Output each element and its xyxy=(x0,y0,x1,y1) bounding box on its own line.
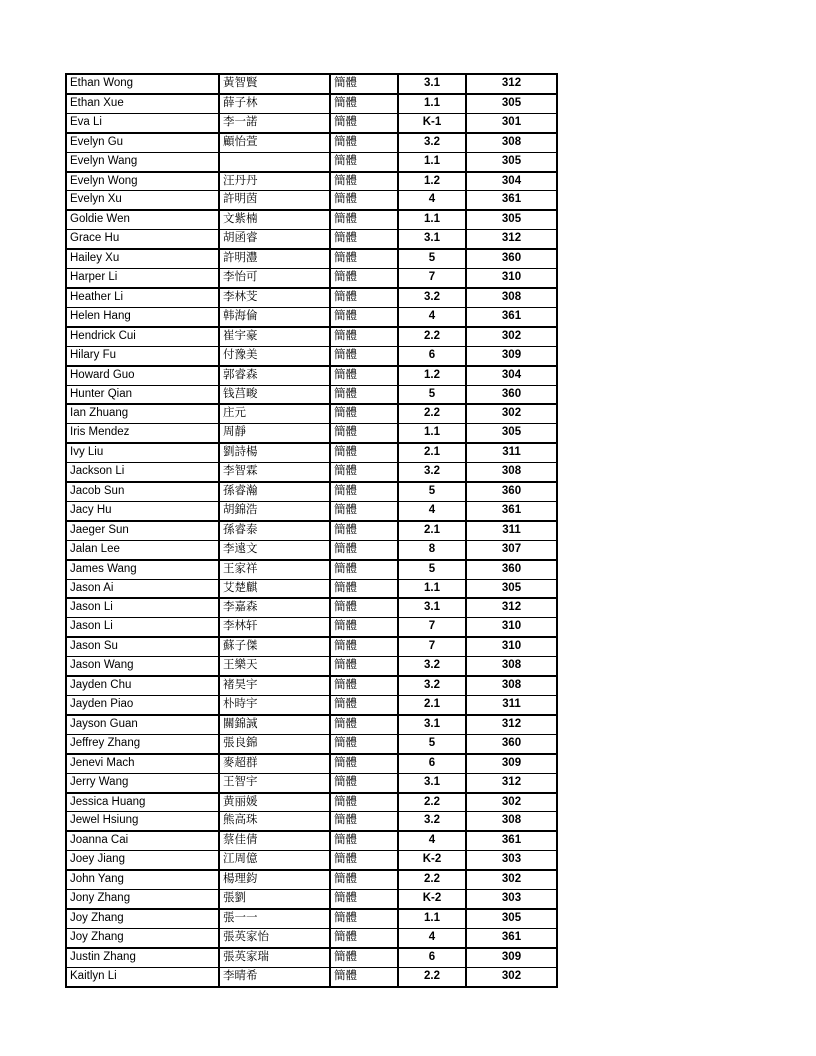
cell-english-name: Jason Li xyxy=(66,618,219,637)
cell-english-name: Hunter Qian xyxy=(66,385,219,404)
table-row xyxy=(66,948,557,967)
cell-script-type: 簡體 xyxy=(330,385,398,404)
cell-class-level: 7 xyxy=(398,637,466,656)
cell-class-level: 8 xyxy=(398,540,466,559)
cell-class-level: 5 xyxy=(398,385,466,404)
cell-script-type: 簡體 xyxy=(330,191,398,210)
cell-room-number: 310 xyxy=(466,269,557,288)
cell-class-level: 3.2 xyxy=(398,676,466,695)
cell-script-type: 簡體 xyxy=(330,909,398,928)
table-row xyxy=(66,579,557,598)
cell-script-type: 簡體 xyxy=(330,579,398,598)
cell-chinese-name: 楊理鈞 xyxy=(219,870,330,889)
cell-chinese-name: 李晴希 xyxy=(219,967,330,986)
cell-english-name: Jalan Lee xyxy=(66,540,219,559)
cell-chinese-name: 艾楚麒 xyxy=(219,579,330,598)
cell-script-type: 簡體 xyxy=(330,113,398,132)
cell-script-type: 簡體 xyxy=(330,327,398,346)
table-row xyxy=(66,346,557,365)
table-body xyxy=(66,74,557,987)
table-row xyxy=(66,172,557,191)
cell-chinese-name: 張一一 xyxy=(219,909,330,928)
cell-class-level: 4 xyxy=(398,501,466,520)
cell-english-name: Jason Su xyxy=(66,637,219,656)
cell-script-type: 簡體 xyxy=(330,249,398,268)
cell-script-type: 簡體 xyxy=(330,637,398,656)
cell-chinese-name: 韩海倫 xyxy=(219,307,330,326)
table-row xyxy=(66,560,557,579)
table-row xyxy=(66,909,557,928)
cell-room-number: 309 xyxy=(466,346,557,365)
cell-english-name: Joy Zhang xyxy=(66,909,219,928)
cell-chinese-name: 郭睿森 xyxy=(219,366,330,385)
table-row xyxy=(66,754,557,773)
table-row xyxy=(66,851,557,870)
cell-class-level: 6 xyxy=(398,754,466,773)
cell-english-name: Jenevi Mach xyxy=(66,754,219,773)
cell-room-number: 307 xyxy=(466,540,557,559)
cell-chinese-name: 王智宇 xyxy=(219,773,330,792)
cell-room-number: 361 xyxy=(466,831,557,850)
cell-room-number: 361 xyxy=(466,191,557,210)
cell-chinese-name: 李林芠 xyxy=(219,288,330,307)
cell-script-type: 簡體 xyxy=(330,540,398,559)
cell-class-level: 3.2 xyxy=(398,812,466,831)
cell-script-type: 簡體 xyxy=(330,696,398,715)
table-row xyxy=(66,74,557,94)
cell-chinese-name: 李智霖 xyxy=(219,463,330,482)
cell-script-type: 簡體 xyxy=(330,288,398,307)
table-row xyxy=(66,269,557,288)
cell-room-number: 360 xyxy=(466,482,557,501)
cell-english-name: Jason Wang xyxy=(66,657,219,676)
cell-english-name: Grace Hu xyxy=(66,230,219,249)
cell-english-name: John Yang xyxy=(66,870,219,889)
cell-chinese-name: 孫睿泰 xyxy=(219,521,330,540)
cell-class-level: 2.2 xyxy=(398,870,466,889)
cell-script-type: 簡體 xyxy=(330,404,398,423)
cell-script-type: 簡體 xyxy=(330,967,398,986)
cell-room-number: 311 xyxy=(466,521,557,540)
cell-class-level: 2.2 xyxy=(398,327,466,346)
table-row xyxy=(66,249,557,268)
cell-chinese-name: 褚昊宇 xyxy=(219,676,330,695)
cell-script-type: 簡體 xyxy=(330,890,398,909)
cell-english-name: Evelyn Wong xyxy=(66,172,219,191)
cell-room-number: 361 xyxy=(466,501,557,520)
cell-class-level: 3.1 xyxy=(398,715,466,734)
cell-chinese-name: 胡錦浩 xyxy=(219,501,330,520)
cell-room-number: 312 xyxy=(466,74,557,94)
cell-english-name: Heather Li xyxy=(66,288,219,307)
cell-class-level: 2.1 xyxy=(398,521,466,540)
cell-class-level: 6 xyxy=(398,346,466,365)
cell-room-number: 304 xyxy=(466,366,557,385)
table-row xyxy=(66,657,557,676)
table-row xyxy=(66,501,557,520)
cell-script-type: 簡體 xyxy=(330,463,398,482)
table-row xyxy=(66,443,557,462)
cell-class-level: 2.2 xyxy=(398,967,466,986)
table-row xyxy=(66,967,557,986)
cell-english-name: James Wang xyxy=(66,560,219,579)
cell-script-type: 簡體 xyxy=(330,482,398,501)
table-row xyxy=(66,734,557,753)
cell-chinese-name: 蘇子傑 xyxy=(219,637,330,656)
cell-class-level: 3.1 xyxy=(398,230,466,249)
cell-chinese-name: 李一諾 xyxy=(219,113,330,132)
cell-room-number: 312 xyxy=(466,230,557,249)
table-row xyxy=(66,637,557,656)
cell-room-number: 312 xyxy=(466,598,557,617)
student-roster-table xyxy=(65,73,558,988)
cell-class-level: K-2 xyxy=(398,890,466,909)
cell-room-number: 308 xyxy=(466,463,557,482)
cell-chinese-name: 張良錦 xyxy=(219,734,330,753)
table-row xyxy=(66,793,557,812)
cell-chinese-name: 李嘉森 xyxy=(219,598,330,617)
cell-class-level: 1.1 xyxy=(398,94,466,113)
cell-room-number: 305 xyxy=(466,210,557,229)
cell-room-number: 309 xyxy=(466,754,557,773)
cell-script-type: 簡體 xyxy=(330,948,398,967)
cell-chinese-name: 汪丹丹 xyxy=(219,172,330,191)
cell-english-name: Justin Zhang xyxy=(66,948,219,967)
cell-english-name: Kaitlyn Li xyxy=(66,967,219,986)
cell-room-number: 302 xyxy=(466,793,557,812)
cell-room-number: 312 xyxy=(466,715,557,734)
cell-class-level: 4 xyxy=(398,191,466,210)
spreadsheet-printout xyxy=(65,73,558,988)
cell-script-type: 簡體 xyxy=(330,928,398,947)
cell-class-level: 1.1 xyxy=(398,909,466,928)
cell-english-name: Ethan Wong xyxy=(66,74,219,94)
cell-chinese-name: 劉詩楊 xyxy=(219,443,330,462)
cell-script-type: 簡體 xyxy=(330,366,398,385)
cell-english-name: Jewel Hsiung xyxy=(66,812,219,831)
cell-class-level: 2.1 xyxy=(398,443,466,462)
cell-english-name: Jerry Wang xyxy=(66,773,219,792)
table-row xyxy=(66,928,557,947)
cell-chinese-name: 文紫楠 xyxy=(219,210,330,229)
cell-script-type: 簡體 xyxy=(330,754,398,773)
table-row xyxy=(66,773,557,792)
table-row xyxy=(66,133,557,152)
cell-script-type: 簡體 xyxy=(330,851,398,870)
cell-script-type: 簡體 xyxy=(330,346,398,365)
cell-room-number: 360 xyxy=(466,385,557,404)
cell-english-name: Ethan Xue xyxy=(66,94,219,113)
cell-english-name: Howard Guo xyxy=(66,366,219,385)
cell-class-level: 5 xyxy=(398,734,466,753)
table-row xyxy=(66,870,557,889)
cell-chinese-name: 王樂天 xyxy=(219,657,330,676)
cell-class-level: 7 xyxy=(398,618,466,637)
cell-script-type: 簡體 xyxy=(330,210,398,229)
cell-chinese-name: 張英家瑞 xyxy=(219,948,330,967)
cell-class-level: 5 xyxy=(398,560,466,579)
cell-room-number: 308 xyxy=(466,812,557,831)
cell-english-name: Joy Zhang xyxy=(66,928,219,947)
cell-chinese-name: 張劉 xyxy=(219,890,330,909)
cell-room-number: 308 xyxy=(466,133,557,152)
cell-script-type: 簡體 xyxy=(330,443,398,462)
table-row xyxy=(66,230,557,249)
cell-class-level: 3.1 xyxy=(398,74,466,94)
cell-script-type: 簡體 xyxy=(330,94,398,113)
cell-script-type: 簡體 xyxy=(330,521,398,540)
table-row xyxy=(66,152,557,171)
cell-room-number: 310 xyxy=(466,637,557,656)
cell-chinese-name: 熊高珠 xyxy=(219,812,330,831)
cell-english-name: Harper Li xyxy=(66,269,219,288)
cell-room-number: 302 xyxy=(466,327,557,346)
cell-script-type: 簡體 xyxy=(330,424,398,443)
cell-class-level: 1.2 xyxy=(398,366,466,385)
cell-chinese-name: 關錦誠 xyxy=(219,715,330,734)
cell-script-type: 簡體 xyxy=(330,676,398,695)
cell-english-name: Jason Li xyxy=(66,598,219,617)
cell-script-type: 簡體 xyxy=(330,793,398,812)
cell-room-number: 305 xyxy=(466,579,557,598)
table-row xyxy=(66,463,557,482)
table-row xyxy=(66,696,557,715)
cell-chinese-name: 薛子林 xyxy=(219,94,330,113)
cell-room-number: 305 xyxy=(466,909,557,928)
cell-english-name: Ian Zhuang xyxy=(66,404,219,423)
cell-english-name: Ivy Liu xyxy=(66,443,219,462)
cell-script-type: 簡體 xyxy=(330,74,398,94)
cell-script-type: 簡體 xyxy=(330,870,398,889)
cell-room-number: 361 xyxy=(466,928,557,947)
cell-room-number: 305 xyxy=(466,424,557,443)
cell-script-type: 簡體 xyxy=(330,172,398,191)
cell-room-number: 301 xyxy=(466,113,557,132)
cell-chinese-name: 黃智賢 xyxy=(219,74,330,94)
cell-english-name: Jessica Huang xyxy=(66,793,219,812)
cell-chinese-name: 許明灃 xyxy=(219,249,330,268)
table-row xyxy=(66,831,557,850)
cell-room-number: 308 xyxy=(466,288,557,307)
cell-script-type: 簡體 xyxy=(330,230,398,249)
cell-chinese-name: 孫睿瀚 xyxy=(219,482,330,501)
table-row xyxy=(66,307,557,326)
cell-room-number: 360 xyxy=(466,560,557,579)
cell-english-name: Jason Ai xyxy=(66,579,219,598)
table-row xyxy=(66,482,557,501)
cell-english-name: Jackson Li xyxy=(66,463,219,482)
cell-english-name: Jaeger Sun xyxy=(66,521,219,540)
cell-chinese-name: 蔡佳倩 xyxy=(219,831,330,850)
cell-class-level: 6 xyxy=(398,948,466,967)
cell-script-type: 簡體 xyxy=(330,734,398,753)
cell-class-level: 4 xyxy=(398,831,466,850)
table-row xyxy=(66,191,557,210)
cell-class-level: K-1 xyxy=(398,113,466,132)
cell-script-type: 簡體 xyxy=(330,560,398,579)
cell-chinese-name: 張英家怡 xyxy=(219,928,330,947)
cell-english-name: Joey Jiang xyxy=(66,851,219,870)
cell-chinese-name: 周靜 xyxy=(219,424,330,443)
table-row xyxy=(66,715,557,734)
table-row xyxy=(66,521,557,540)
cell-chinese-name: 顧怡萱 xyxy=(219,133,330,152)
table-row xyxy=(66,812,557,831)
cell-chinese-name: 庄元 xyxy=(219,404,330,423)
cell-class-level: 3.2 xyxy=(398,288,466,307)
cell-room-number: 305 xyxy=(466,152,557,171)
cell-room-number: 311 xyxy=(466,696,557,715)
cell-script-type: 簡體 xyxy=(330,307,398,326)
cell-script-type: 簡體 xyxy=(330,831,398,850)
cell-room-number: 302 xyxy=(466,870,557,889)
cell-chinese-name: 钱莒畯 xyxy=(219,385,330,404)
cell-chinese-name: 李遠文 xyxy=(219,540,330,559)
cell-room-number: 312 xyxy=(466,773,557,792)
cell-english-name: Joanna Cai xyxy=(66,831,219,850)
cell-class-level: 7 xyxy=(398,269,466,288)
cell-script-type: 簡體 xyxy=(330,715,398,734)
cell-class-level: 3.1 xyxy=(398,598,466,617)
table-row xyxy=(66,618,557,637)
cell-class-level: 3.2 xyxy=(398,463,466,482)
cell-class-level: 1.1 xyxy=(398,210,466,229)
cell-room-number: 311 xyxy=(466,443,557,462)
cell-room-number: 304 xyxy=(466,172,557,191)
table-row xyxy=(66,113,557,132)
cell-english-name: Jacob Sun xyxy=(66,482,219,501)
cell-room-number: 309 xyxy=(466,948,557,967)
table-row xyxy=(66,385,557,404)
table-row xyxy=(66,598,557,617)
cell-english-name: Jony Zhang xyxy=(66,890,219,909)
cell-english-name: Hendrick Cui xyxy=(66,327,219,346)
cell-english-name: Eva Li xyxy=(66,113,219,132)
cell-class-level: 2.1 xyxy=(398,696,466,715)
cell-english-name: Hilary Fu xyxy=(66,346,219,365)
table-row xyxy=(66,424,557,443)
cell-class-level: 1.2 xyxy=(398,172,466,191)
cell-chinese-name: 李林轩 xyxy=(219,618,330,637)
cell-room-number: 308 xyxy=(466,676,557,695)
cell-class-level: 3.2 xyxy=(398,133,466,152)
cell-room-number: 302 xyxy=(466,404,557,423)
cell-room-number: 303 xyxy=(466,851,557,870)
cell-chinese-name: 江周億 xyxy=(219,851,330,870)
cell-script-type: 簡體 xyxy=(330,501,398,520)
cell-english-name: Iris Mendez xyxy=(66,424,219,443)
cell-script-type: 簡體 xyxy=(330,269,398,288)
cell-english-name: Hailey Xu xyxy=(66,249,219,268)
cell-class-level: 1.1 xyxy=(398,424,466,443)
cell-chinese-name: 黄丽媛 xyxy=(219,793,330,812)
cell-script-type: 簡體 xyxy=(330,133,398,152)
table-row xyxy=(66,540,557,559)
table-row xyxy=(66,327,557,346)
cell-english-name: Helen Hang xyxy=(66,307,219,326)
cell-class-level: 4 xyxy=(398,928,466,947)
cell-english-name: Jayden Chu xyxy=(66,676,219,695)
cell-script-type: 簡體 xyxy=(330,598,398,617)
cell-chinese-name: 胡函睿 xyxy=(219,230,330,249)
cell-room-number: 360 xyxy=(466,734,557,753)
cell-class-level: 5 xyxy=(398,249,466,268)
table-row xyxy=(66,676,557,695)
cell-chinese-name: 付豫美 xyxy=(219,346,330,365)
cell-class-level: 3.2 xyxy=(398,657,466,676)
cell-chinese-name: 麥超群 xyxy=(219,754,330,773)
cell-chinese-name: 許明茵 xyxy=(219,191,330,210)
cell-room-number: 308 xyxy=(466,657,557,676)
cell-english-name: Evelyn Xu xyxy=(66,191,219,210)
cell-script-type: 簡體 xyxy=(330,618,398,637)
cell-english-name: Evelyn Gu xyxy=(66,133,219,152)
cell-room-number: 310 xyxy=(466,618,557,637)
cell-chinese-name: 朴時宇 xyxy=(219,696,330,715)
cell-english-name: Jayson Guan xyxy=(66,715,219,734)
cell-room-number: 305 xyxy=(466,94,557,113)
cell-class-level: 1.1 xyxy=(398,579,466,598)
cell-english-name: Jacy Hu xyxy=(66,501,219,520)
cell-class-level: K-2 xyxy=(398,851,466,870)
cell-english-name: Jeffrey Zhang xyxy=(66,734,219,753)
cell-chinese-name: 王家祥 xyxy=(219,560,330,579)
cell-script-type: 簡體 xyxy=(330,152,398,171)
cell-class-level: 4 xyxy=(398,307,466,326)
cell-class-level: 2.2 xyxy=(398,793,466,812)
cell-class-level: 2.2 xyxy=(398,404,466,423)
cell-script-type: 簡體 xyxy=(330,812,398,831)
cell-room-number: 360 xyxy=(466,249,557,268)
cell-chinese-name: 崔宇豪 xyxy=(219,327,330,346)
cell-chinese-name: 李怡可 xyxy=(219,269,330,288)
cell-english-name: Jayden Piao xyxy=(66,696,219,715)
cell-room-number: 361 xyxy=(466,307,557,326)
table-row xyxy=(66,366,557,385)
cell-chinese-name xyxy=(219,152,330,171)
cell-class-level: 5 xyxy=(398,482,466,501)
table-row xyxy=(66,94,557,113)
table-row xyxy=(66,210,557,229)
table-row xyxy=(66,404,557,423)
cell-room-number: 303 xyxy=(466,890,557,909)
table-row xyxy=(66,890,557,909)
table-row xyxy=(66,288,557,307)
cell-script-type: 簡體 xyxy=(330,657,398,676)
cell-script-type: 簡體 xyxy=(330,773,398,792)
cell-class-level: 3.1 xyxy=(398,773,466,792)
cell-class-level: 1.1 xyxy=(398,152,466,171)
cell-english-name: Evelyn Wang xyxy=(66,152,219,171)
cell-room-number: 302 xyxy=(466,967,557,986)
cell-english-name: Goldie Wen xyxy=(66,210,219,229)
